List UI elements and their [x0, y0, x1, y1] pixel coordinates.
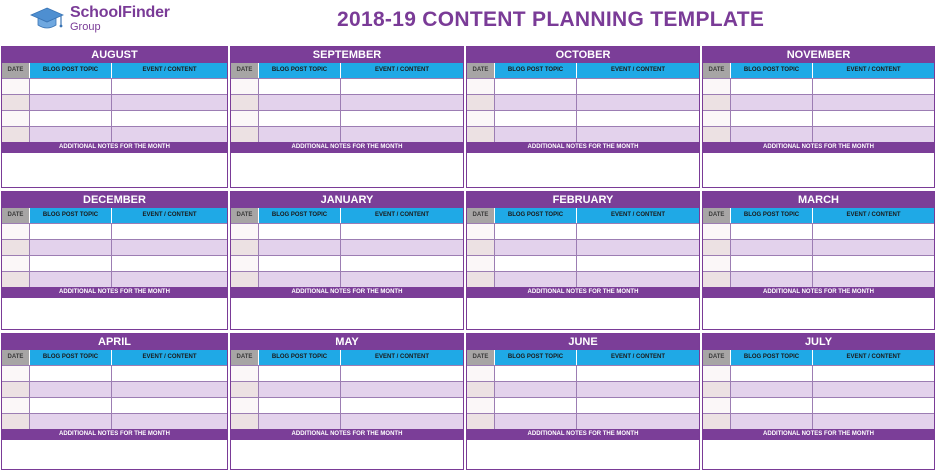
- date-cell[interactable]: [2, 398, 30, 413]
- planning-row: [467, 381, 699, 397]
- planning-row: [231, 255, 463, 271]
- blog-topic-cell[interactable]: [30, 256, 112, 271]
- planning-row: [2, 255, 227, 271]
- date-cell[interactable]: [467, 414, 495, 429]
- notes-header: ADDITIONAL NOTES FOR THE MONTH: [467, 142, 699, 153]
- date-column-header: DATE: [2, 63, 30, 78]
- date-cell[interactable]: [2, 111, 30, 126]
- column-header-row: [467, 63, 699, 78]
- date-column-header: DATE: [467, 350, 495, 365]
- notes-area[interactable]: [467, 440, 699, 469]
- planning-row: [2, 365, 227, 381]
- blog-topic-cell[interactable]: [731, 272, 813, 287]
- logo-name: SchoolFinder: [70, 4, 170, 21]
- event-content-cell[interactable]: [341, 398, 463, 413]
- notes-header: ADDITIONAL NOTES FOR THE MONTH: [2, 142, 227, 153]
- month-block-december: [1, 191, 228, 330]
- blog-topic-cell[interactable]: [259, 414, 341, 429]
- event-content-cell[interactable]: [813, 127, 934, 142]
- date-cell[interactable]: [231, 272, 259, 287]
- month-block-july: [702, 333, 935, 470]
- date-cell[interactable]: [231, 382, 259, 397]
- event-content-column-header: EVENT / CONTENT: [112, 208, 227, 223]
- date-cell[interactable]: [2, 224, 30, 239]
- notes-header: ADDITIONAL NOTES FOR THE MONTH: [467, 287, 699, 298]
- date-cell[interactable]: [467, 366, 495, 381]
- event-content-cell[interactable]: [341, 127, 463, 142]
- blog-topic-cell[interactable]: [495, 398, 577, 413]
- month-block-october: [466, 46, 700, 188]
- column-header-row: [2, 63, 227, 78]
- date-cell[interactable]: [231, 240, 259, 255]
- event-content-cell[interactable]: [112, 111, 227, 126]
- date-column-header: DATE: [231, 208, 259, 223]
- blog-topic-cell[interactable]: [495, 127, 577, 142]
- planning-row: [2, 223, 227, 239]
- blog-topic-cell[interactable]: [259, 95, 341, 110]
- planning-row: [703, 78, 934, 94]
- blog-topic-cell[interactable]: [30, 79, 112, 94]
- blog-topic-column-header: BLOG POST TOPIC: [30, 208, 112, 223]
- event-content-cell[interactable]: [813, 382, 934, 397]
- blog-topic-cell[interactable]: [731, 95, 813, 110]
- event-content-cell[interactable]: [813, 256, 934, 271]
- notes-area[interactable]: [231, 440, 463, 469]
- blog-topic-cell[interactable]: [731, 414, 813, 429]
- blog-topic-column-header: BLOG POST TOPIC: [495, 208, 577, 223]
- planning-row: [231, 126, 463, 142]
- blog-topic-cell[interactable]: [731, 240, 813, 255]
- notes-header: ADDITIONAL NOTES FOR THE MONTH: [703, 142, 934, 153]
- event-content-cell[interactable]: [813, 414, 934, 429]
- planning-row: [703, 381, 934, 397]
- date-cell[interactable]: [2, 256, 30, 271]
- date-cell[interactable]: [2, 382, 30, 397]
- date-cell[interactable]: [703, 272, 731, 287]
- blog-topic-cell[interactable]: [259, 366, 341, 381]
- blog-topic-cell[interactable]: [259, 224, 341, 239]
- event-content-cell[interactable]: [577, 382, 699, 397]
- planning-row: [231, 239, 463, 255]
- notes-header: ADDITIONAL NOTES FOR THE MONTH: [2, 287, 227, 298]
- blog-topic-cell[interactable]: [30, 240, 112, 255]
- date-cell[interactable]: [467, 382, 495, 397]
- blog-topic-column-header: BLOG POST TOPIC: [731, 208, 813, 223]
- graduation-cap-icon: [30, 5, 64, 33]
- blog-topic-cell[interactable]: [259, 240, 341, 255]
- event-content-cell[interactable]: [112, 256, 227, 271]
- planning-row: [231, 381, 463, 397]
- page-title: 2018-19 CONTENT PLANNING TEMPLATE: [337, 8, 765, 31]
- blog-topic-cell[interactable]: [30, 398, 112, 413]
- date-column-header: DATE: [231, 63, 259, 78]
- blog-topic-cell[interactable]: [259, 398, 341, 413]
- event-content-cell[interactable]: [577, 256, 699, 271]
- date-cell[interactable]: [231, 111, 259, 126]
- blog-topic-cell[interactable]: [495, 95, 577, 110]
- blog-topic-column-header: BLOG POST TOPIC: [259, 63, 341, 78]
- notes-header: ADDITIONAL NOTES FOR THE MONTH: [467, 429, 699, 440]
- planning-row: [703, 110, 934, 126]
- blog-topic-column-header: BLOG POST TOPIC: [495, 350, 577, 365]
- event-content-cell[interactable]: [813, 79, 934, 94]
- blog-topic-cell[interactable]: [30, 111, 112, 126]
- date-cell[interactable]: [467, 398, 495, 413]
- blog-topic-cell[interactable]: [259, 382, 341, 397]
- planning-row: [231, 94, 463, 110]
- column-header-row: [467, 208, 699, 223]
- event-content-cell[interactable]: [112, 79, 227, 94]
- date-cell[interactable]: [467, 111, 495, 126]
- blog-topic-column-header: BLOG POST TOPIC: [495, 63, 577, 78]
- month-title: OCTOBER: [467, 47, 699, 63]
- date-column-header: DATE: [231, 350, 259, 365]
- planning-row: [2, 381, 227, 397]
- notes-header: ADDITIONAL NOTES FOR THE MONTH: [231, 429, 463, 440]
- blog-topic-cell[interactable]: [495, 366, 577, 381]
- event-content-cell[interactable]: [112, 414, 227, 429]
- event-content-cell[interactable]: [813, 398, 934, 413]
- date-cell[interactable]: [2, 240, 30, 255]
- month-title: SEPTEMBER: [231, 47, 463, 63]
- blog-topic-column-header: BLOG POST TOPIC: [30, 63, 112, 78]
- date-cell[interactable]: [467, 79, 495, 94]
- blog-topic-cell[interactable]: [495, 272, 577, 287]
- event-content-cell[interactable]: [577, 111, 699, 126]
- month-title: APRIL: [2, 334, 227, 350]
- event-content-cell[interactable]: [577, 224, 699, 239]
- planning-row: [703, 397, 934, 413]
- column-header-row: [231, 208, 463, 223]
- date-cell[interactable]: [2, 414, 30, 429]
- event-content-cell[interactable]: [341, 224, 463, 239]
- planning-row: [231, 397, 463, 413]
- blog-topic-column-header: BLOG POST TOPIC: [259, 208, 341, 223]
- event-content-cell[interactable]: [813, 111, 934, 126]
- planning-row: [2, 110, 227, 126]
- blog-topic-column-header: BLOG POST TOPIC: [30, 350, 112, 365]
- event-content-cell[interactable]: [112, 366, 227, 381]
- month-block-january: [230, 191, 464, 330]
- event-content-cell[interactable]: [813, 366, 934, 381]
- blog-topic-cell[interactable]: [495, 240, 577, 255]
- month-title: DECEMBER: [2, 192, 227, 208]
- date-cell[interactable]: [467, 256, 495, 271]
- planning-row: [703, 255, 934, 271]
- date-column-header: DATE: [703, 63, 731, 78]
- month-title: JULY: [703, 334, 934, 350]
- blog-topic-cell[interactable]: [259, 79, 341, 94]
- blog-topic-cell[interactable]: [731, 111, 813, 126]
- month-block-april: [1, 333, 228, 470]
- notes-header: ADDITIONAL NOTES FOR THE MONTH: [2, 429, 227, 440]
- month-block-november: [702, 46, 935, 188]
- blog-topic-cell[interactable]: [30, 382, 112, 397]
- blog-topic-cell[interactable]: [259, 272, 341, 287]
- month-block-march: [702, 191, 935, 330]
- month-title: MARCH: [703, 192, 934, 208]
- planning-row: [703, 239, 934, 255]
- event-content-cell[interactable]: [341, 79, 463, 94]
- blog-topic-cell[interactable]: [731, 366, 813, 381]
- planning-row: [231, 223, 463, 239]
- event-content-cell[interactable]: [341, 382, 463, 397]
- blog-topic-cell[interactable]: [495, 224, 577, 239]
- planning-row: [467, 110, 699, 126]
- planning-row: [231, 78, 463, 94]
- event-content-cell[interactable]: [341, 240, 463, 255]
- column-header-row: [2, 208, 227, 223]
- planning-row: [703, 413, 934, 429]
- date-cell[interactable]: [2, 95, 30, 110]
- notes-area[interactable]: [231, 153, 463, 187]
- planning-row: [2, 126, 227, 142]
- event-content-cell[interactable]: [341, 256, 463, 271]
- planning-row: [231, 110, 463, 126]
- planning-row: [467, 365, 699, 381]
- blog-topic-cell[interactable]: [30, 224, 112, 239]
- column-header-row: [703, 208, 934, 223]
- planning-row: [467, 239, 699, 255]
- date-cell[interactable]: [467, 240, 495, 255]
- planning-row: [2, 239, 227, 255]
- date-cell[interactable]: [703, 382, 731, 397]
- blog-topic-cell[interactable]: [495, 256, 577, 271]
- date-cell[interactable]: [231, 366, 259, 381]
- event-content-column-header: EVENT / CONTENT: [577, 350, 699, 365]
- event-content-cell[interactable]: [341, 272, 463, 287]
- column-header-row: [231, 350, 463, 365]
- event-content-column-header: EVENT / CONTENT: [813, 63, 934, 78]
- event-content-column-header: EVENT / CONTENT: [112, 63, 227, 78]
- blog-topic-column-header: BLOG POST TOPIC: [259, 350, 341, 365]
- month-title: NOVEMBER: [703, 47, 934, 63]
- date-cell[interactable]: [467, 272, 495, 287]
- planning-row: [2, 271, 227, 287]
- notes-area[interactable]: [2, 298, 227, 329]
- blog-topic-cell[interactable]: [731, 256, 813, 271]
- blog-topic-cell[interactable]: [731, 79, 813, 94]
- notes-header: ADDITIONAL NOTES FOR THE MONTH: [231, 287, 463, 298]
- planning-row: [2, 94, 227, 110]
- event-content-cell[interactable]: [341, 95, 463, 110]
- blog-topic-cell[interactable]: [495, 382, 577, 397]
- blog-topic-cell[interactable]: [259, 127, 341, 142]
- event-content-cell[interactable]: [813, 224, 934, 239]
- date-cell[interactable]: [231, 398, 259, 413]
- event-content-cell[interactable]: [341, 111, 463, 126]
- event-content-cell[interactable]: [577, 272, 699, 287]
- planning-row: [2, 78, 227, 94]
- event-content-cell[interactable]: [577, 95, 699, 110]
- date-cell[interactable]: [2, 366, 30, 381]
- planning-row: [703, 126, 934, 142]
- planning-row: [231, 271, 463, 287]
- blog-topic-cell[interactable]: [30, 272, 112, 287]
- page-header: [0, 0, 936, 40]
- column-header-row: [703, 63, 934, 78]
- date-cell[interactable]: [703, 95, 731, 110]
- date-cell[interactable]: [703, 79, 731, 94]
- notes-area[interactable]: [703, 440, 934, 469]
- blog-topic-cell[interactable]: [259, 256, 341, 271]
- date-cell[interactable]: [703, 414, 731, 429]
- planning-row: [703, 365, 934, 381]
- event-content-cell[interactable]: [577, 127, 699, 142]
- notes-header: ADDITIONAL NOTES FOR THE MONTH: [703, 287, 934, 298]
- date-cell[interactable]: [703, 256, 731, 271]
- logo-subtitle: Group: [70, 21, 101, 33]
- planning-row: [467, 255, 699, 271]
- event-content-column-header: EVENT / CONTENT: [341, 208, 463, 223]
- month-title: FEBRUARY: [467, 192, 699, 208]
- planning-row: [467, 271, 699, 287]
- event-content-cell[interactable]: [112, 224, 227, 239]
- planning-row: [467, 94, 699, 110]
- notes-area[interactable]: [467, 153, 699, 187]
- event-content-cell[interactable]: [112, 382, 227, 397]
- date-column-header: DATE: [2, 208, 30, 223]
- notes-area[interactable]: [2, 440, 227, 469]
- date-cell[interactable]: [231, 95, 259, 110]
- month-block-august: [1, 46, 228, 188]
- notes-header: ADDITIONAL NOTES FOR THE MONTH: [231, 142, 463, 153]
- notes-area[interactable]: [703, 298, 934, 329]
- blog-topic-cell[interactable]: [731, 398, 813, 413]
- date-cell[interactable]: [703, 240, 731, 255]
- blog-topic-cell[interactable]: [30, 127, 112, 142]
- event-content-cell[interactable]: [341, 414, 463, 429]
- date-cell[interactable]: [467, 95, 495, 110]
- planning-row: [2, 413, 227, 429]
- date-cell[interactable]: [231, 127, 259, 142]
- date-cell[interactable]: [2, 272, 30, 287]
- event-content-cell[interactable]: [112, 240, 227, 255]
- date-column-header: DATE: [2, 350, 30, 365]
- date-cell[interactable]: [231, 256, 259, 271]
- event-content-cell[interactable]: [813, 272, 934, 287]
- date-cell[interactable]: [703, 224, 731, 239]
- date-cell[interactable]: [231, 79, 259, 94]
- date-cell[interactable]: [2, 127, 30, 142]
- date-cell[interactable]: [2, 79, 30, 94]
- blog-topic-cell[interactable]: [495, 79, 577, 94]
- event-content-cell[interactable]: [112, 398, 227, 413]
- date-column-header: DATE: [703, 208, 731, 223]
- date-cell[interactable]: [231, 224, 259, 239]
- event-content-cell[interactable]: [112, 127, 227, 142]
- notes-area[interactable]: [467, 298, 699, 329]
- blog-topic-cell[interactable]: [30, 414, 112, 429]
- blog-topic-cell[interactable]: [495, 414, 577, 429]
- blog-topic-cell[interactable]: [30, 95, 112, 110]
- event-content-column-header: EVENT / CONTENT: [577, 208, 699, 223]
- event-content-cell[interactable]: [813, 95, 934, 110]
- planning-row: [467, 78, 699, 94]
- event-content-column-header: EVENT / CONTENT: [813, 350, 934, 365]
- event-content-cell[interactable]: [577, 240, 699, 255]
- blog-topic-cell[interactable]: [731, 224, 813, 239]
- planning-row: [703, 223, 934, 239]
- date-column-header: DATE: [467, 208, 495, 223]
- month-block-june: [466, 333, 700, 470]
- date-cell[interactable]: [703, 127, 731, 142]
- blog-topic-cell[interactable]: [30, 366, 112, 381]
- date-cell[interactable]: [231, 414, 259, 429]
- blog-topic-column-header: BLOG POST TOPIC: [731, 350, 813, 365]
- event-content-cell[interactable]: [577, 366, 699, 381]
- event-content-column-header: EVENT / CONTENT: [341, 350, 463, 365]
- date-cell[interactable]: [703, 366, 731, 381]
- month-title: JANUARY: [231, 192, 463, 208]
- date-cell[interactable]: [703, 111, 731, 126]
- planning-row: [2, 397, 227, 413]
- event-content-cell[interactable]: [577, 398, 699, 413]
- notes-area[interactable]: [703, 153, 934, 187]
- blog-topic-cell[interactable]: [259, 111, 341, 126]
- event-content-column-header: EVENT / CONTENT: [577, 63, 699, 78]
- notes-area[interactable]: [231, 298, 463, 329]
- notes-header: ADDITIONAL NOTES FOR THE MONTH: [703, 429, 934, 440]
- column-header-row: [2, 350, 227, 365]
- date-cell[interactable]: [703, 398, 731, 413]
- event-content-cell[interactable]: [577, 414, 699, 429]
- planning-row: [703, 94, 934, 110]
- event-content-column-header: EVENT / CONTENT: [341, 63, 463, 78]
- event-content-cell[interactable]: [577, 79, 699, 94]
- event-content-column-header: EVENT / CONTENT: [112, 350, 227, 365]
- blog-topic-column-header: BLOG POST TOPIC: [731, 63, 813, 78]
- blog-topic-cell[interactable]: [731, 127, 813, 142]
- planning-row: [703, 271, 934, 287]
- planning-row: [231, 365, 463, 381]
- column-header-row: [231, 63, 463, 78]
- date-cell[interactable]: [467, 224, 495, 239]
- blog-topic-cell[interactable]: [731, 382, 813, 397]
- date-column-header: DATE: [703, 350, 731, 365]
- month-title: AUGUST: [2, 47, 227, 63]
- planning-row: [467, 397, 699, 413]
- event-content-cell[interactable]: [341, 366, 463, 381]
- column-header-row: [703, 350, 934, 365]
- schoolfinder-logo: [30, 5, 170, 35]
- month-block-september: [230, 46, 464, 188]
- month-title: MAY: [231, 334, 463, 350]
- planning-row: [467, 413, 699, 429]
- month-block-february: [466, 191, 700, 330]
- month-title: JUNE: [467, 334, 699, 350]
- column-header-row: [467, 350, 699, 365]
- event-content-cell[interactable]: [112, 95, 227, 110]
- blog-topic-cell[interactable]: [495, 111, 577, 126]
- planning-row: [467, 126, 699, 142]
- event-content-cell[interactable]: [112, 272, 227, 287]
- month-block-may: [230, 333, 464, 470]
- date-column-header: DATE: [467, 63, 495, 78]
- planning-row: [231, 413, 463, 429]
- planning-row: [467, 223, 699, 239]
- event-content-column-header: EVENT / CONTENT: [813, 208, 934, 223]
- date-cell[interactable]: [467, 127, 495, 142]
- notes-area[interactable]: [2, 153, 227, 187]
- event-content-cell[interactable]: [813, 240, 934, 255]
